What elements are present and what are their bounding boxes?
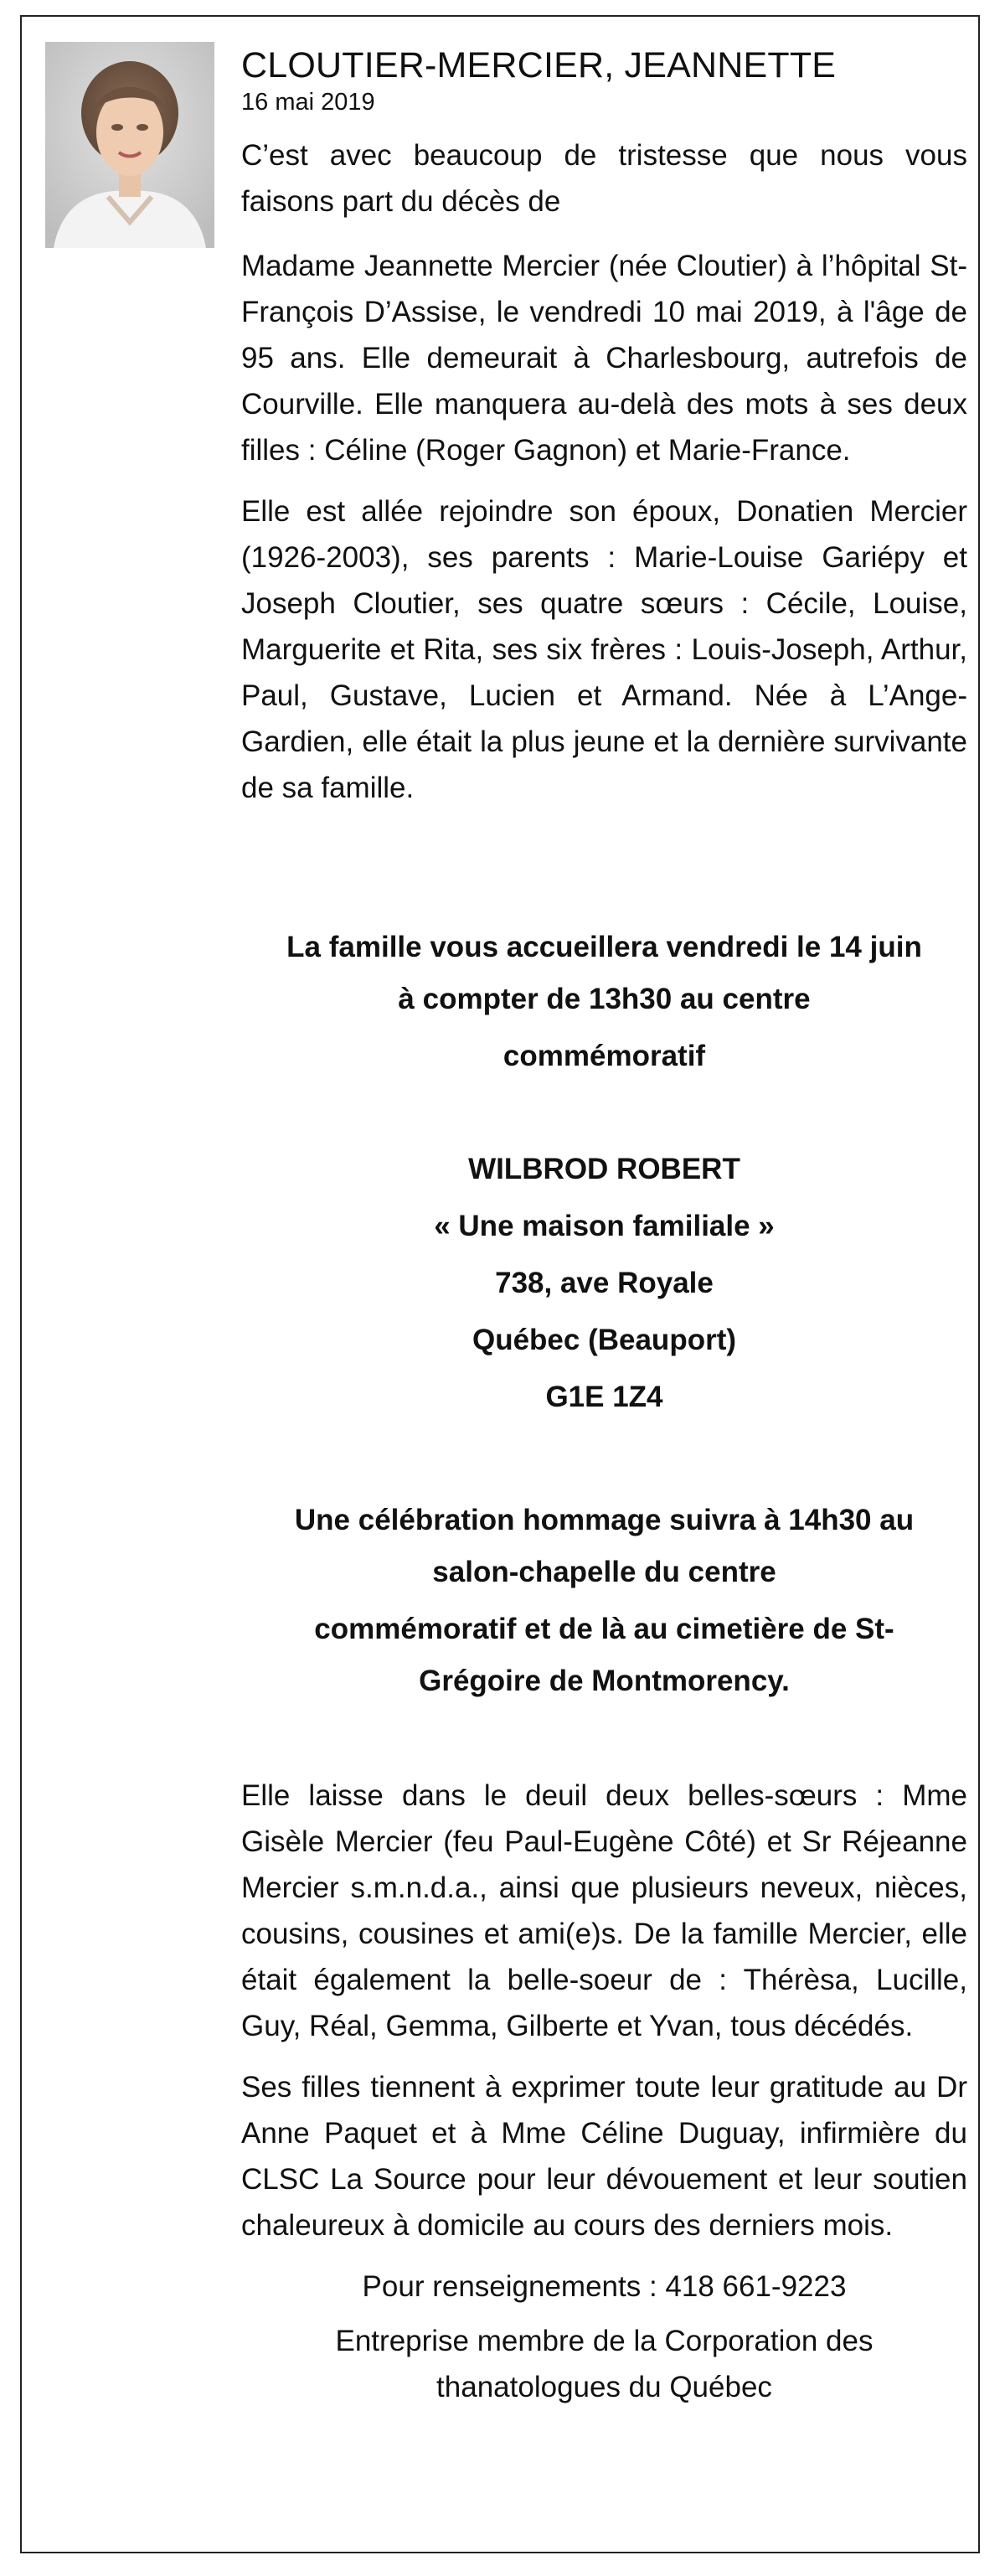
celebration-line: Une célébration hommage suivra à 14h30 au <box>294 1504 915 1536</box>
death-details-paragraph: Madame Jeannette Mercier (née Cloutier) à l’hôpital St-François D’Assise, le vendredi 10 mai 2019, à l'âge de 95 ans. Elle demeurait à Charlesbourg, autrefois de Courville. Elle manquera au-delà des mots à ses deux filles : Céline (Roger Gagnon) et Marie-France. <box>241 250 967 467</box>
portrait-photo <box>45 42 214 248</box>
funeral-home-postal-code: G1E 1Z4 <box>545 1381 663 1413</box>
notice-header <box>241 44 967 826</box>
funeral-home-name: WILBROD ROBERT <box>468 1153 740 1185</box>
funeral-home-slogan: « Une maison familiale » <box>434 1210 775 1242</box>
family-paragraph: Elle est allée rejoindre son époux, Donatien Mercier (1926-2003), ses parents : Marie-Louise Gariépy et Joseph Cloutier, ses quatre sœurs : Cécile, Louise, Marguerite et Rita, ses six frères : Louis-Joseph, Arthur, Paul, Gustave, Lucien et Armand. Née à L’Ange-Gardien, elle était la plus jeune et la dernière survivante de sa famille. <box>241 495 967 804</box>
celebration-info <box>241 1494 967 1707</box>
celebration-line: salon-chapelle du centre <box>432 1556 776 1588</box>
visitation-line: à compter de 13h30 au centre <box>398 983 811 1015</box>
membership-line: Entreprise membre de la Corporation des <box>335 2325 874 2357</box>
membership-line: thanatologues du Québec <box>436 2371 772 2403</box>
deceased-name: CLOUTIER-MERCIER, JEANNETTE <box>241 45 837 85</box>
closing-section <box>241 1773 967 2410</box>
gratitude-paragraph: Ses filles tiennent à exprimer toute leur gratitude au Dr Anne Paquet et à Mme Céline Duguay, infirmière du CLSC La Source pour leur dévouement et leur soutien chaleureux à domicile au cours des derniers mois. <box>241 2071 967 2242</box>
celebration-line: Grégoire de Montmorency. <box>419 1665 790 1697</box>
notice-date: 16 mai 2019 <box>241 89 375 116</box>
intro-text: C’est avec beaucoup de tristesse que nous vous faisons part du décès de <box>241 139 967 218</box>
funeral-home-street: 738, ave Royale <box>495 1267 714 1299</box>
mourners-paragraph: Elle laisse dans le deuil deux belles-sœurs : Mme Gisèle Mercier (feu Paul-Eugène Côté) et Sr Réjeanne Mercier s.m.n.d.a., ainsi que plusieurs neveux, nièces, cousins, cousines et ami(e)s. De la famille Mercier, elle était également la belle-soeur de : Thérèsa, Lucille, Guy, Réal, Gemma, Gilberte et Yvan, tous décédés. <box>241 1779 967 2042</box>
funeral-home-info <box>241 1141 967 1426</box>
celebration-line: commémoratif et de là au cimetière de St- <box>314 1613 894 1645</box>
visitation-line: commémoratif <box>502 1040 706 1072</box>
visitation-line: La famille vous accueillera vendredi le 14 juin <box>286 931 922 963</box>
visitation-info <box>241 921 967 1082</box>
contact-info: Pour renseignements : 418 661-9223 <box>362 2270 847 2303</box>
funeral-home-city: Québec (Beauport) <box>472 1324 737 1356</box>
